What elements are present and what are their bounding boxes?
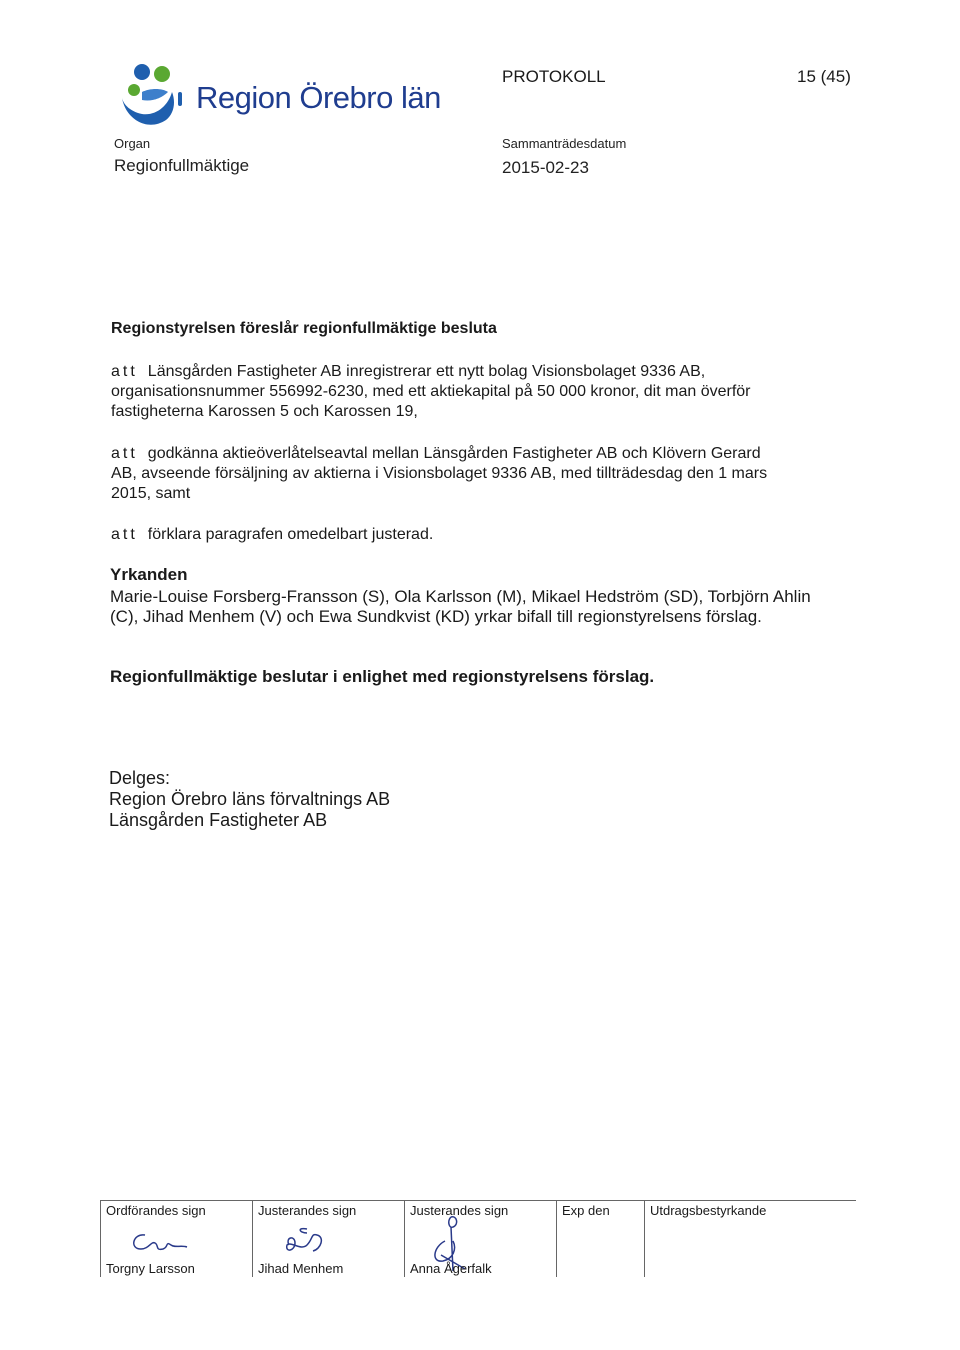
signatory-name: Anna Ågerfalk <box>410 1261 492 1276</box>
att-prefix: att <box>111 363 138 380</box>
item-line: 2015, samt <box>111 485 191 502</box>
signature-cell <box>404 1201 555 1277</box>
signature-label: Utdragsbestyrkande <box>650 1203 767 1218</box>
signature-cell <box>252 1201 403 1277</box>
region-orebro-logo <box>112 62 186 136</box>
proposal-item <box>111 525 851 545</box>
item-line: att Länsgården Fastigheter AB inregistrerar ett nytt bolag Visionsbolaget 9336 AB, <box>111 363 706 380</box>
item-line: AB, avseende försäljning av aktierna i Visionsbolaget 9336 AB, med tillträdesdag den 1 mars <box>111 465 768 482</box>
signature-label: Ordförandes sign <box>106 1203 206 1218</box>
delges-label: Delges: <box>109 768 171 788</box>
signatory-name: Torgny Larsson <box>106 1261 195 1276</box>
region-orebro-person-icon <box>112 62 186 136</box>
org-name: Region Örebro län <box>196 80 441 115</box>
item-line: att godkänna aktieöverlåtelseavtal mellan Länsgården Fastigheter AB och Klövern Gerard <box>111 445 761 462</box>
delges-block <box>109 768 390 831</box>
yrkanden-line: (C), Jihad Menhem (V) och Ewa Sundkvist (KD) yrkar bifall till regionstyrelsens förslag. <box>110 607 762 626</box>
date-value: 2015-02-23 <box>502 158 589 177</box>
yrkanden-text <box>110 587 855 627</box>
decision-text: Regionfullmäktige beslutar i enlighet med regionstyrelsens förslag. <box>110 667 655 686</box>
document-type: PROTOKOLL <box>502 67 606 86</box>
page-number: 15 (45) <box>797 67 851 86</box>
signature-cell <box>100 1201 251 1277</box>
signatory-name: Jihad Menhem <box>258 1261 344 1276</box>
att-prefix: att <box>111 526 138 543</box>
proposal-item <box>111 362 851 422</box>
signature-label: Justerandes sign <box>258 1203 357 1218</box>
signature-cell <box>644 1201 857 1277</box>
item-line: fastigheterna Karossen 5 och Karossen 19, <box>111 403 418 420</box>
delges-recipient: Region Örebro läns förvaltnings AB <box>109 789 391 809</box>
yrkanden-line: Marie-Louise Forsberg-Fransson (S), Ola Karlsson (M), Mikael Hedström (SD), Torbjörn Ahlin <box>110 587 811 606</box>
handwritten-signature <box>125 1227 195 1257</box>
date-label: Sammanträdesdatum <box>502 136 627 151</box>
signature-label: Justerandes sign <box>410 1203 509 1218</box>
organ-value: Regionfullmäktige <box>114 156 250 175</box>
organ-label: Organ <box>114 136 151 151</box>
handwritten-signature <box>277 1223 337 1257</box>
item-line: organisationsnummer 556992-6230, med ett aktiekapital på 50 000 kronor, dit man överför <box>111 383 751 400</box>
att-prefix: att <box>111 445 138 462</box>
signature-cell <box>556 1201 643 1277</box>
signature-label: Exp den <box>562 1203 610 1218</box>
proposal-item <box>111 444 851 504</box>
yrkanden-heading: Yrkanden <box>110 565 188 584</box>
signature-table <box>100 1200 856 1277</box>
proposal-heading: Regionstyrelsen föreslår regionfullmäktige besluta <box>111 320 497 337</box>
delges-recipient: Länsgården Fastigheter AB <box>109 810 328 830</box>
item-line: att förklara paragrafen omedelbart justerad. <box>111 526 434 543</box>
